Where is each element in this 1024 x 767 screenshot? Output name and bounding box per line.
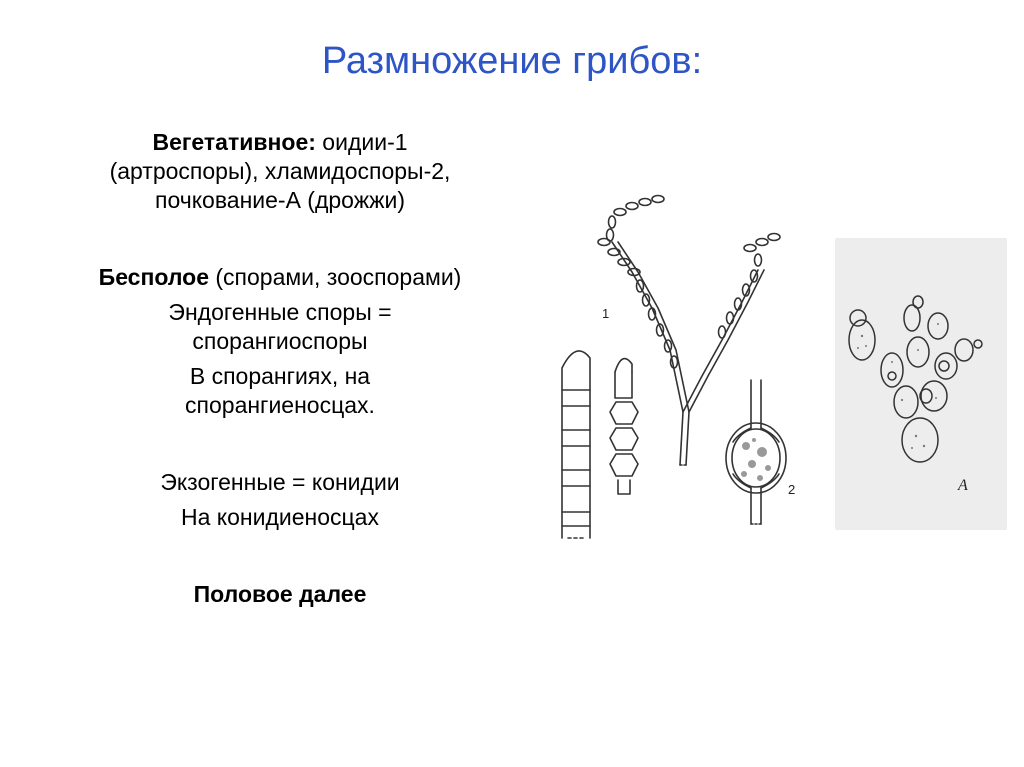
exogenous-line: Экзогенные = конидии [160,469,400,495]
fungi-illustration [540,190,1010,560]
vegetative-paragraph [10,128,550,215]
oidia-chain [610,359,638,494]
endogenous-line2: спорангиоспоры [192,328,368,354]
conidiophores-line: На конидиеносцах [181,504,379,530]
sexual-line: Половое далее [193,581,367,607]
chlamydospore-content [741,438,771,481]
label-2: 2 [788,482,796,497]
endogenous-line1: Эндогенные споры = [168,299,392,325]
endogenous-paragraph [10,298,550,356]
asexual-rest: (спорами, зооспорами) [208,264,462,290]
chlamydospore [726,380,786,524]
yeast-panel [835,238,1007,530]
label-1: 1 [602,306,610,321]
asexual-label: Бесполое [98,264,209,290]
asexual-paragraph [10,263,550,292]
sporangia-line2: спорангиеносцах. [185,392,375,418]
sporangia-paragraph [10,362,550,420]
vegetative-line3: почкование-А (дрожжи) [154,187,405,213]
text-block [10,128,550,609]
arthrospore-hypha [562,351,590,538]
sporangia-line1: В спорангиях, на [189,363,371,389]
vegetative-label: Вегетативное: [152,129,316,155]
label-a: A [958,477,968,494]
slide-title: Размножение грибов: [321,40,703,82]
vegetative-line1-rest: оидии-1 [315,129,408,155]
vegetative-line2: (артроспоры), хламидоспоры-2, [109,158,451,184]
